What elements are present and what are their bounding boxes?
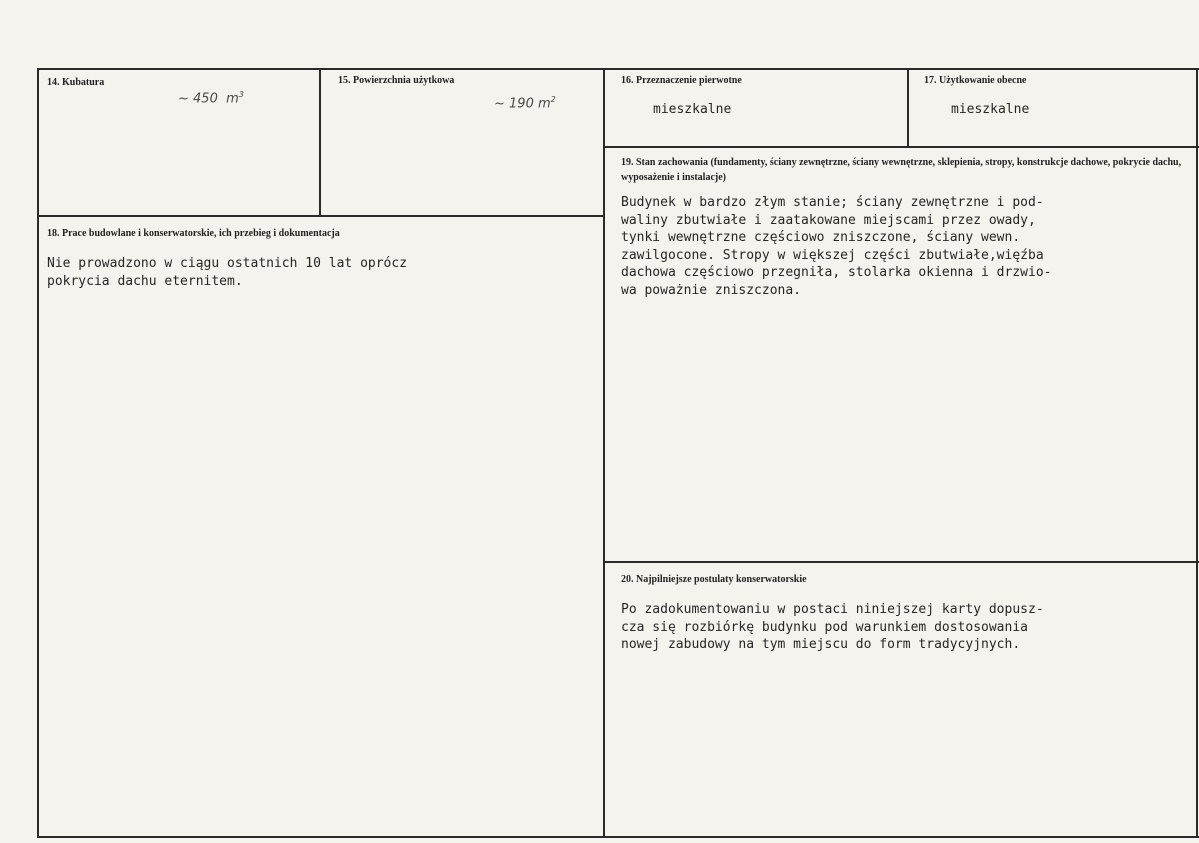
field-19-line: wa poważnie zniszczona.: [621, 282, 802, 298]
grid-line-col1: [319, 68, 321, 216]
field-19-line: waliny zbutwiałe i zaatakowane miejscami przez owady,: [621, 212, 1036, 228]
field-19-line: Budynek w bardzo złym stanie; ściany zewnętrzne i pod-: [621, 195, 1044, 210]
field-15-sup: 2: [550, 95, 556, 104]
field-18-line: Nie prowadzono w ciągu ostatnich 10 lat oprócz: [47, 256, 408, 271]
field-14-sup: 3: [238, 90, 244, 99]
grid-line-right: [1196, 68, 1198, 838]
field-15-number: ~ 190: [494, 96, 534, 112]
field-17-value: mieszkalne: [951, 102, 1030, 117]
field-15-unit: m: [537, 96, 551, 112]
grid-line-left: [37, 68, 39, 838]
field-14-label: 14. Kubatura: [47, 77, 105, 88]
field-15-value: [494, 95, 556, 111]
field-18-line: pokrycia dachu eternitem.: [47, 273, 243, 289]
field-14-value: [178, 90, 244, 106]
field-20-line: cza się rozbiórkę budynku pod warunkiem dostosowania: [621, 619, 1028, 635]
field-18-label: 18. Prace budowlane i konserwatorskie, ich przebieg i dokumentacja: [47, 228, 340, 239]
field-19-line: dachowa częściowo przegniła, stolarka okienna i drzwio-: [621, 265, 1052, 280]
field-20-line: Po zadokumentowaniu w postaci niniejszej karty dopusz-: [621, 602, 1044, 617]
field-16-value: mieszkalne: [653, 102, 732, 117]
grid-line-row1: [605, 146, 1199, 148]
field-19-line: zawilgocone. Stropy w większej części zbutwiałe,więźba: [621, 247, 1044, 263]
field-15-label: 15. Powierzchnia użytkowa: [338, 75, 455, 86]
grid-line-top: [37, 68, 1199, 70]
field-20-line: nowej zabudowy na tym miejscu do form tradycyjnych.: [621, 637, 1021, 652]
grid-line-col3: [907, 68, 909, 147]
grid-line-row2-left: [37, 215, 605, 217]
field-16-label: 16. Przeznaczenie pierwotne: [621, 75, 742, 86]
field-20-label: 20. Najpilniejsze postulaty konserwatorskie: [621, 574, 807, 585]
field-17-label: 17. Użytkowanie obecne: [924, 75, 1027, 86]
field-14-number: ~ 450: [178, 91, 218, 107]
grid-line-bottom: [37, 836, 1199, 838]
grid-line-col2: [603, 68, 605, 838]
field-19-line: tynki wewnętrzne częściowo zniszczone, ściany wewn.: [621, 230, 1021, 245]
field-14-unit: m: [226, 91, 239, 107]
field-19-label: 19. Stan zachowania (fundamenty, ściany zewnętrzne, ściany wewnętrzne, sklepienia, stropy, konstrukcje dachowe, pokrycie dachu, wyposażenie i instalacje): [621, 157, 1182, 183]
grid-line-row3-right: [603, 561, 1199, 563]
